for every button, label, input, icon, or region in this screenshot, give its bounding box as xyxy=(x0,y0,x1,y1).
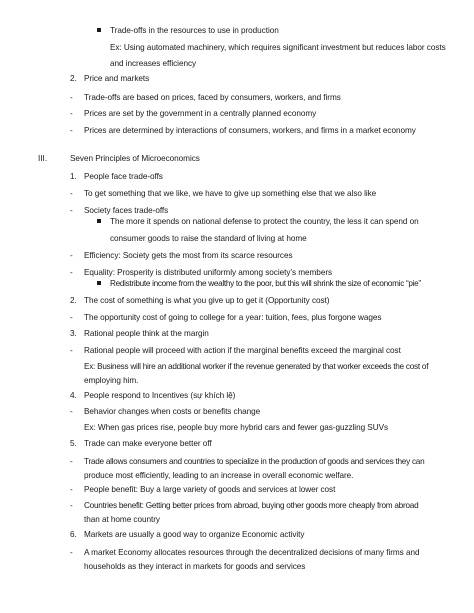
text-line: consumer goods to raise the standard of living at home xyxy=(110,234,307,243)
list-number: 1. xyxy=(70,172,77,181)
text-line: The opportunity cost of going to college for a year: tuition, fees, plus forgone wages xyxy=(84,313,382,322)
text-line: Prices are determined by interactions of consumers, workers, and firms in a market economy xyxy=(84,126,416,135)
text-line: and increases efficiency xyxy=(110,59,197,68)
text-line: Prices are set by the government in a centrally planned economy xyxy=(84,109,317,118)
dash-bullet: - xyxy=(70,313,73,322)
dash-bullet: - xyxy=(70,251,73,260)
section-number: III. xyxy=(38,154,48,163)
text-line: Ex: When gas prices rise, people buy more hybrid cars and fewer gas-guzzling SUVs xyxy=(84,423,389,432)
text-line: People benefit: Buy a large variety of goods and services at lower cost xyxy=(84,485,336,494)
dash-bullet: - xyxy=(70,457,73,466)
list-number: 2. xyxy=(70,74,77,83)
square-bullet-icon xyxy=(97,28,101,32)
text-line: produce most efficiently, leading to an increase in overall economic welfare. xyxy=(84,471,354,480)
dash-bullet: - xyxy=(70,548,73,557)
text-line: Trade-offs in the resources to use in production xyxy=(110,26,279,35)
square-bullet-icon xyxy=(97,219,101,223)
dash-bullet: - xyxy=(70,109,73,118)
text-line: Equality: Prosperity is distributed uniformly among society’s members xyxy=(84,268,333,277)
text-line: Trade can make everyone better off xyxy=(84,439,212,448)
text-line: People face trade-offs xyxy=(84,172,163,181)
text-line: employing him. xyxy=(84,376,139,385)
dash-bullet: - xyxy=(70,485,73,494)
text-line: Rational people think at the margin xyxy=(84,329,209,338)
text-line: Price and markets xyxy=(84,74,150,83)
text-line: Behavior changes when costs or benefits change xyxy=(84,407,261,416)
list-number: 3. xyxy=(70,329,77,338)
text-line: Countries benefit: Getting better prices from abroad, buying other goods more cheaply from abroad xyxy=(84,501,419,510)
dash-bullet: - xyxy=(70,93,73,102)
text-line: Ex: Business will hire an additional worker if the revenue generated by that worker exceeds the cost of xyxy=(84,362,429,371)
dash-bullet: - xyxy=(70,501,73,510)
text-line: The more it spends on national defense to protect the country, the less it can spend on xyxy=(110,217,419,226)
text-line: Efficiency: Society gets the most from its scarce resources xyxy=(84,251,293,260)
text-line: Trade-offs are based on prices, faced by consumers, workers, and firms xyxy=(84,93,341,102)
dash-bullet: - xyxy=(70,126,73,135)
text-line: Ex: Using automated machinery, which requires significant investment but reduces labor costs xyxy=(110,43,446,52)
text-line: Society faces trade-offs xyxy=(84,206,169,215)
list-number: 5. xyxy=(70,439,77,448)
text-line: Markets are usually a good way to organize Economic activity xyxy=(84,530,305,539)
dash-bullet: - xyxy=(70,407,73,416)
dash-bullet: - xyxy=(70,346,73,355)
text-line: households as they interact in markets for goods and services xyxy=(84,562,306,571)
square-bullet-icon xyxy=(97,281,101,285)
dash-bullet: - xyxy=(70,189,73,198)
text-line: than at home country xyxy=(84,515,160,524)
dash-bullet: - xyxy=(70,268,73,277)
text-line: A market Economy allocates resources through the decentralized decisions of many firms and xyxy=(84,548,420,557)
text-line: To get something that we like, we have to give up something else that we also like xyxy=(84,189,377,198)
list-number: 4. xyxy=(70,391,77,400)
section-heading: Seven Principles of Microeconomics xyxy=(70,154,200,163)
text-line: The cost of something is what you give up to get it (Opportunity cost) xyxy=(84,296,330,305)
text-line: Rational people will proceed with action if the marginal benefits exceed the marginal cost xyxy=(84,346,401,355)
text-line: Redistribute income from the wealthy to the poor, but this will shrink the size of economic “pie” xyxy=(110,279,421,288)
text-line: Trade allows consumers and countries to specialize in the production of goods and services they can xyxy=(84,457,425,466)
text-line: People respond to Incentives (sự khích lệ) xyxy=(84,391,236,400)
list-number: 6. xyxy=(70,530,77,539)
dash-bullet: - xyxy=(70,206,73,215)
list-number: 2. xyxy=(70,296,77,305)
